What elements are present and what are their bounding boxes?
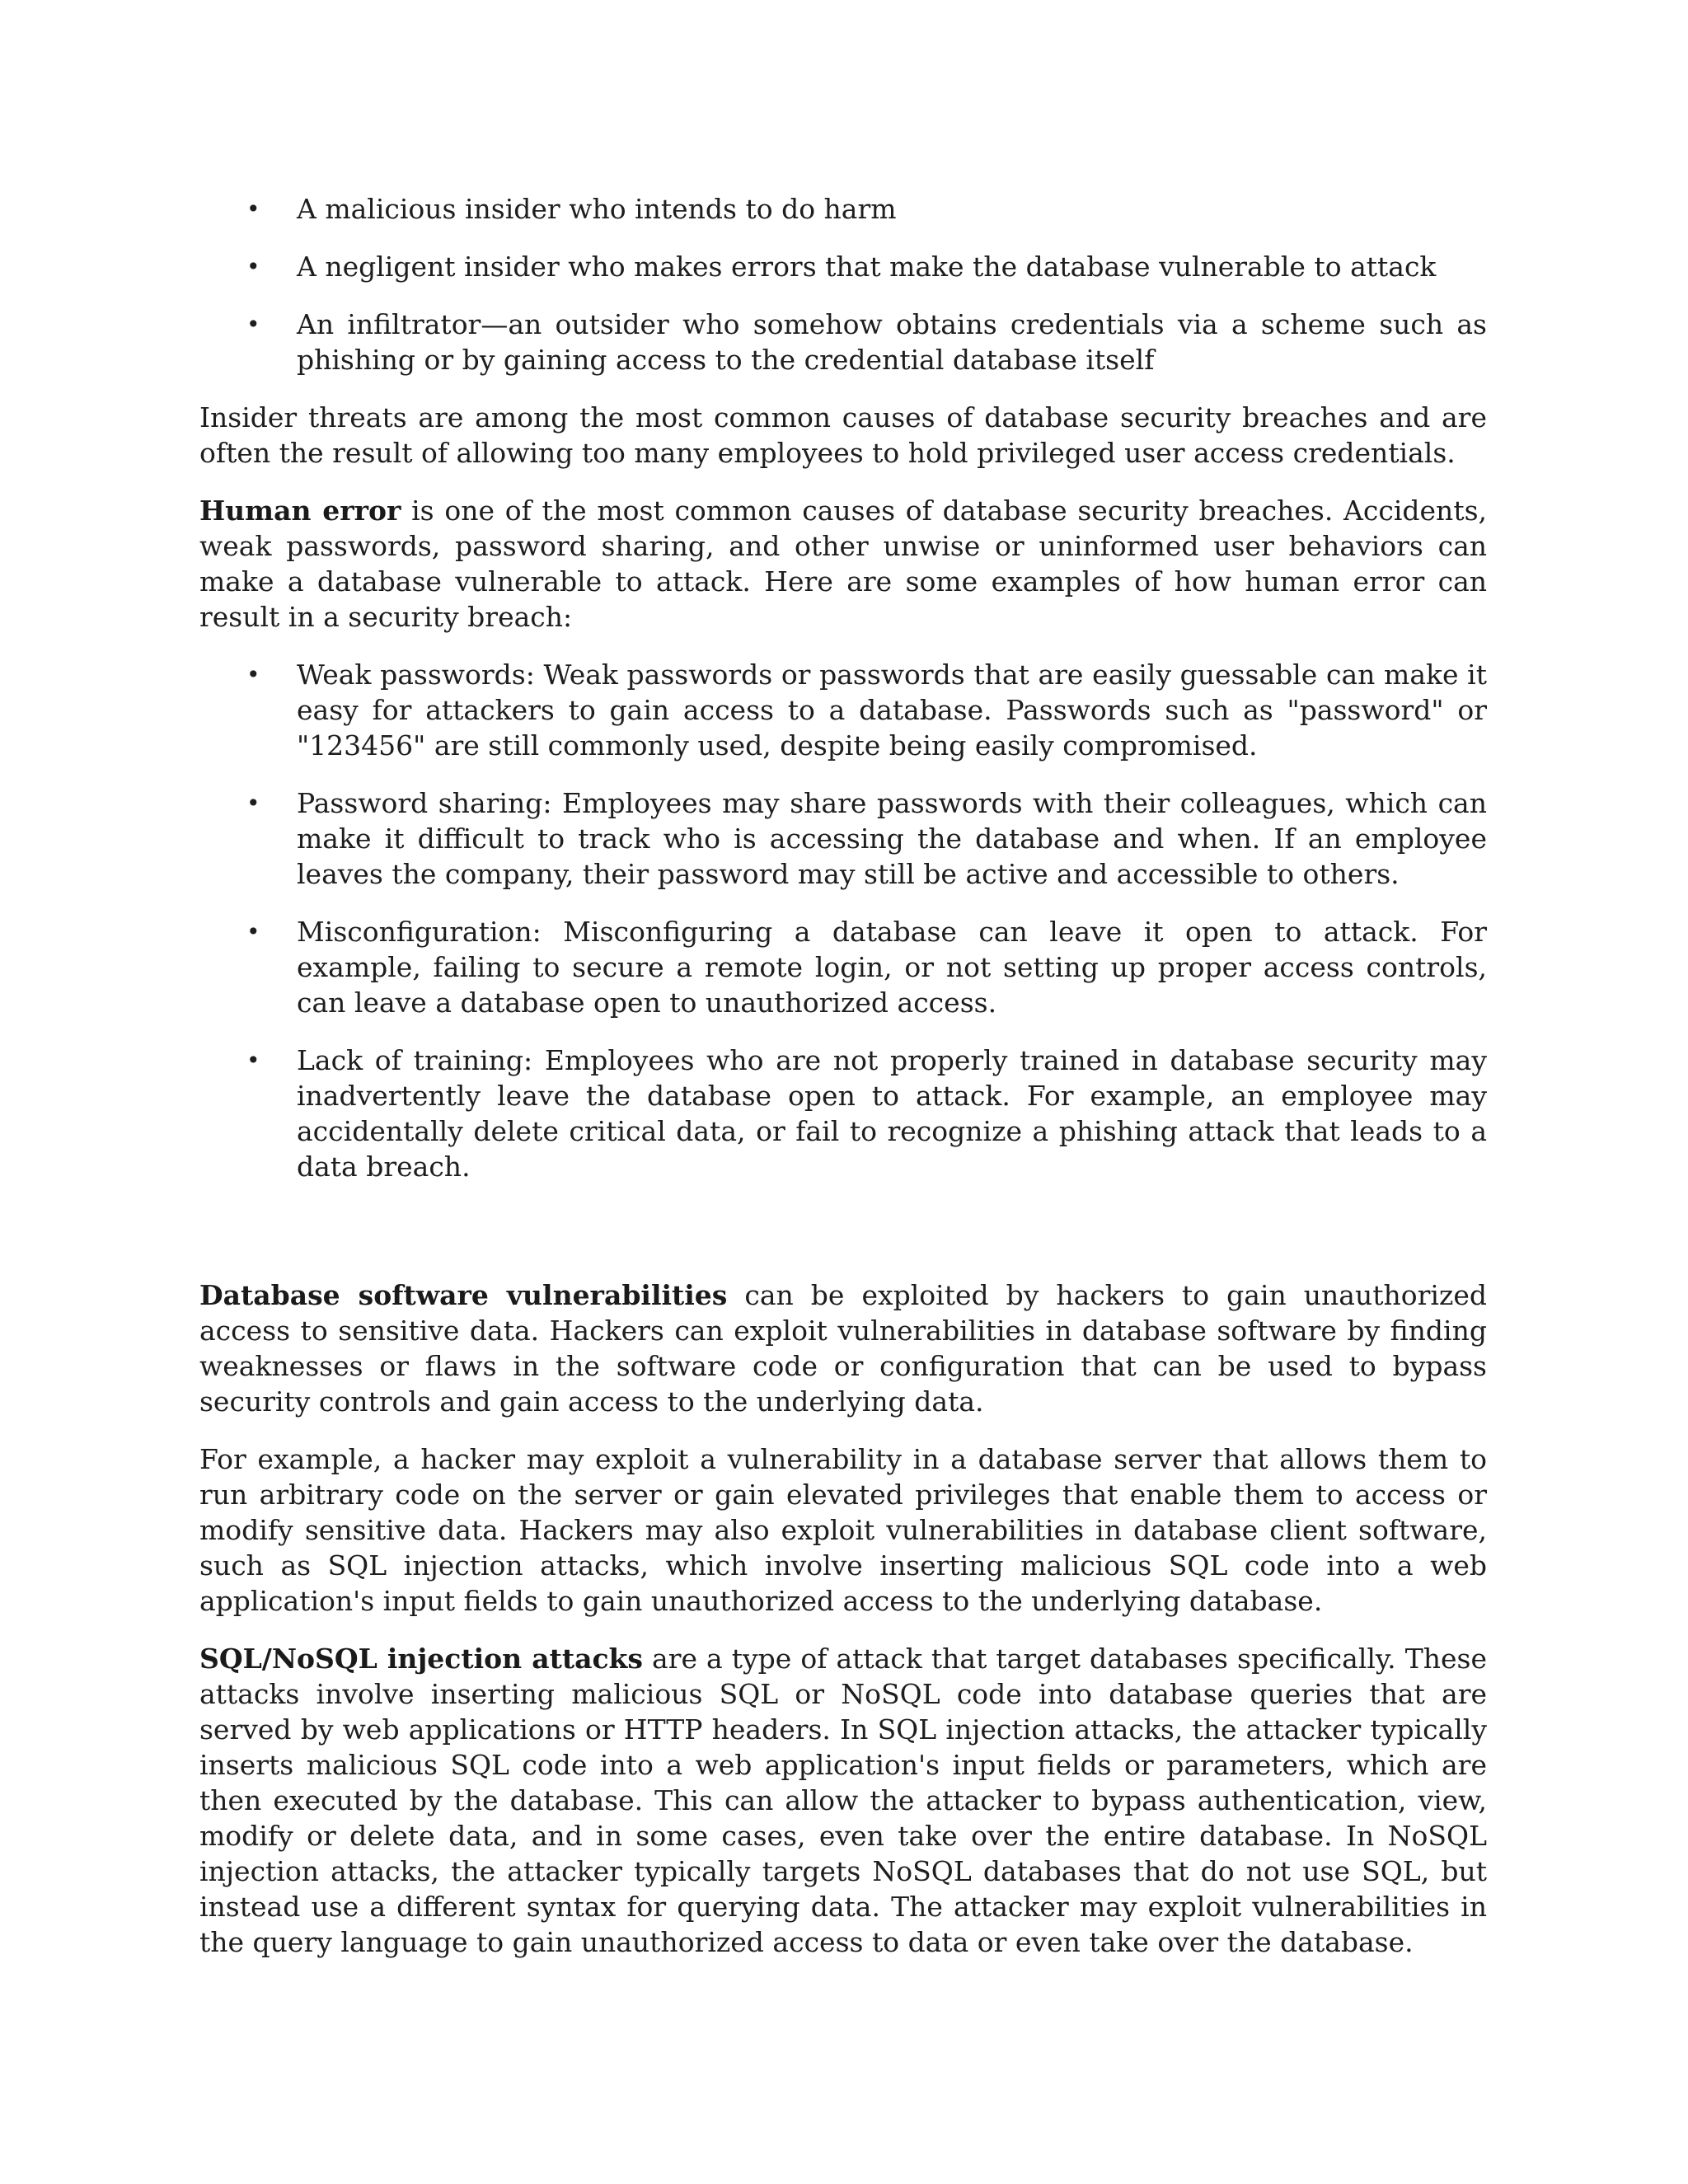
list-item-text: Password sharing: Employees may share passwords with their colleagues, which can make it difficult to track who is accessing the database and when. If an employee leaves the company, their password may still be active and accessible to others. (297, 787, 1487, 890)
list-item (199, 914, 1487, 1020)
injection-text: are a type of attack that target databases specifically. These attacks involve inserting malicious SQL or NoSQL code into database queries that are served by web applications or HTTP headers. In SQL injection attacks, the attacker typically inserts malicious SQL code into a web application's input fields or parameters, which are then executed by the database. This can allow the attacker to bypass authentication, view, modify or delete data, and in some cases, even take over the entire database. In NoSQL injection attacks, the attacker typically targets NoSQL databases that do not use SQL, but instead use a different syntax for querying data. The attacker may exploit vulnerabilities in the query language to gain unauthorized access to data or even take over the database. (199, 1643, 1487, 1958)
bullet-icon: • (246, 311, 260, 338)
human-error-term: Human error (199, 494, 401, 527)
bullet-icon: • (246, 790, 260, 817)
bullet-icon: • (246, 253, 260, 280)
human-error-examples-list (199, 657, 1487, 1184)
insider-threats-paragraph: Insider threats are among the most common causes of database security breaches and are often the result of allowing too many employees to hold privileged user access credentials. (199, 401, 1487, 469)
injection-term: SQL/NoSQL injection attacks (199, 1643, 643, 1675)
bullet-icon: • (246, 661, 260, 688)
section-gap (199, 1207, 1487, 1277)
list-item-text: A malicious insider who intends to do harm (297, 193, 897, 225)
list-item-text: Weak passwords: Weak passwords or passwords that are easily guessable can make it easy for attackers to gain access to a database. Passwords such as "password" or "123456" are still commonly used, despite being easily compromised. (297, 658, 1487, 762)
db-software-vulnerabilities-paragraph (199, 1277, 1487, 1419)
bullet-icon: • (246, 195, 260, 223)
insider-types-list (199, 191, 1487, 377)
db-software-text: can be exploited by hackers to gain unauthorized access to sensitive data. Hackers can exploit vulnerabilities in database software by finding weaknesses or flaws in the software code or configuration that can be used to bypass security controls and gain access to the underlying data. (199, 1279, 1487, 1418)
human-error-paragraph (199, 493, 1487, 635)
list-item (199, 785, 1487, 892)
list-item (199, 657, 1487, 763)
list-item-text: An infiltrator—an outsider who somehow obtains credentials via a scheme such as phishing or by gaining access to the credential database itself (297, 308, 1487, 376)
bullet-icon: • (246, 1047, 260, 1074)
example-paragraph: For example, a hacker may exploit a vulnerability in a database server that allows them to run arbitrary code on the server or gain elevated privileges that enable them to access or modify sensitive data. Hackers may also exploit vulnerabilities in database client software, such as SQL injection attacks, which involve inserting malicious SQL code into a web application's input fields to gain unauthorized access to the underlying database. (199, 1443, 1487, 1617)
db-software-term: Database software vulnerabilities (199, 1279, 728, 1311)
list-item (199, 307, 1487, 377)
list-item-text: Lack of training: Employees who are not properly trained in database security may inadvertently leave the database open to attack. For example, an employee may accidentally delete critical data, or fail to recognize a phishing attack that leads to a data breach. (297, 1044, 1487, 1183)
bullet-icon: • (246, 918, 260, 945)
injection-attacks-paragraph (199, 1641, 1487, 1960)
list-item (199, 1043, 1487, 1184)
list-item-text: A negligent insider who makes errors that make the database vulnerable to attack (297, 251, 1437, 283)
list-item (199, 191, 1487, 227)
list-item-text: Misconfiguration: Misconfiguring a database can leave it open to attack. For example, failing to secure a remote login, or not setting up proper access controls, can leave a database open to unauthorized access. (297, 916, 1487, 1019)
human-error-text: is one of the most common causes of database security breaches. Accidents, weak passwords, password sharing, and other unwise or uninformed user behaviors can make a database vulnerable to attack. Here are some examples of how human error can result in a security breach: (199, 494, 1487, 633)
list-item (199, 249, 1487, 284)
